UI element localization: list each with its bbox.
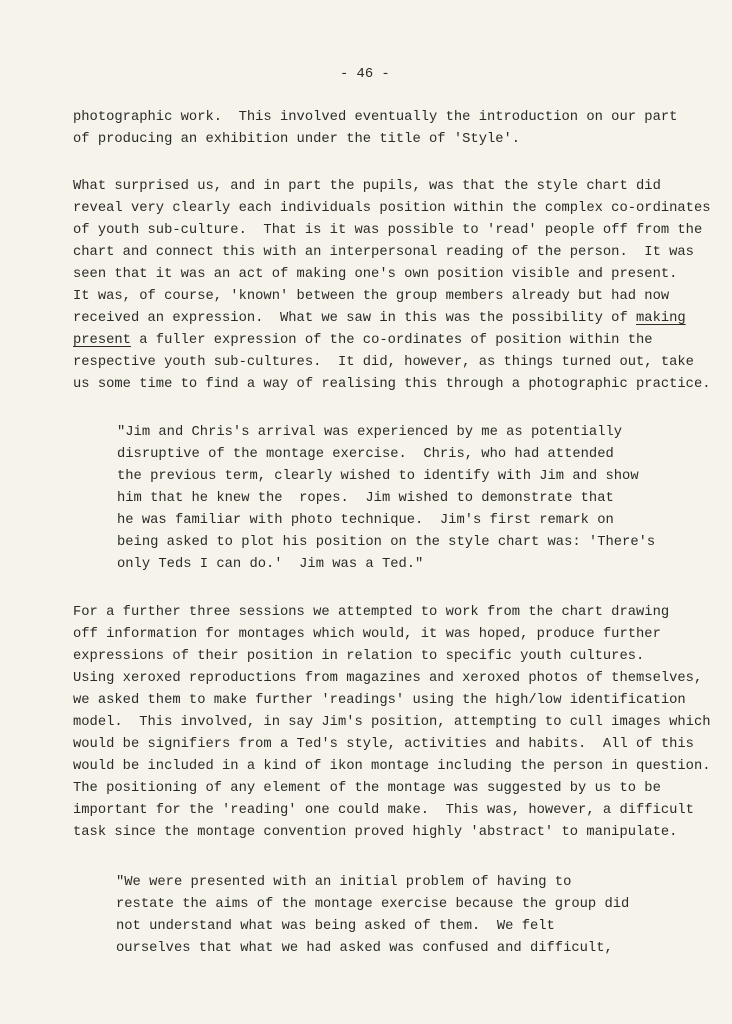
text-line: model. This involved, in say Jim's position, attempting to cull images which — [73, 715, 711, 730]
text-line: being asked to plot his position on the style chart was: 'There's — [117, 535, 656, 550]
text-line: task since the montage convention proved highly 'abstract' to manipulate. — [73, 825, 678, 840]
text-line: only Teds I can do.' Jim was a Ted." — [117, 557, 424, 572]
underlined-text: making — [636, 311, 686, 326]
page-number: - 46 - — [340, 67, 390, 82]
text-line: of youth sub-culture. That is it was possible to 'read' people off from the — [73, 223, 703, 238]
text-segment: a fuller expression of the co-ordinates of position within the — [130, 333, 653, 348]
text-line: chart and connect this with an interpersonal reading of the person. It was — [73, 245, 694, 260]
text-line: respective youth sub-cultures. It did, however, as things turned out, take — [73, 355, 694, 370]
text-line — [73, 330, 711, 352]
text-line: of producing an exhibition under the title of 'Style'. — [73, 132, 521, 147]
text-line: What surprised us, and in part the pupils, was that the style chart did — [73, 179, 661, 194]
text-line: would be included in a kind of ikon montage including the person in question. — [73, 759, 711, 774]
text-line: ourselves that what we had asked was confused and difficult, — [116, 941, 613, 956]
text-line: disruptive of the montage exercise. Chris, who had attended — [117, 447, 614, 462]
text-line: "Jim and Chris's arrival was experienced by me as potentially — [117, 425, 623, 440]
text-line: he was familiar with photo technique. Jim's first remark on — [117, 513, 614, 528]
text-segment: received an expression. What we saw in this was the possibility of — [73, 311, 637, 326]
block-quote-1 — [117, 422, 655, 576]
text-line: It was, of course, 'known' between the group members already but had now — [73, 289, 670, 304]
text-line: expressions of their position in relation to specific youth cultures. — [73, 649, 645, 664]
paragraph-1 — [73, 107, 677, 151]
text-line: we asked them to make further 'readings' using the high/low identification — [73, 693, 686, 708]
text-line: Using xeroxed reproductions from magazines and xeroxed photos of themselves, — [73, 671, 703, 686]
block-quote-2 — [116, 872, 629, 960]
text-line: photographic work. This involved eventually the introduction on our part — [73, 110, 678, 125]
text-line: important for the 'reading' one could make. This was, however, a difficult — [73, 803, 694, 818]
text-line: would be signifiers from a Ted's style, activities and habits. All of this — [73, 737, 694, 752]
text-line: not understand what was being asked of them. We felt — [116, 919, 555, 934]
text-line — [73, 308, 711, 330]
text-line: The positioning of any element of the montage was suggested by us to be — [73, 781, 661, 796]
text-line: off information for montages which would, it was hoped, produce further — [73, 627, 661, 642]
text-line: seen that it was an act of making one's own position visible and present. — [73, 267, 678, 282]
text-line: "We were presented with an initial problem of having to — [116, 875, 572, 890]
text-line: us some time to find a way of realising this through a photographic practice. — [73, 377, 711, 392]
text-line: him that he knew the ropes. Jim wished to demonstrate that — [117, 491, 614, 506]
paragraph-2 — [73, 176, 711, 396]
text-line: restate the aims of the montage exercise because the group did — [116, 897, 630, 912]
text-line: the previous term, clearly wished to identify with Jim and show — [117, 469, 639, 484]
text-line: reveal very clearly each individuals position within the complex co-ordinates — [73, 201, 711, 216]
paragraph-3 — [73, 602, 711, 844]
underlined-text: present — [73, 333, 131, 348]
text-line: For a further three sessions we attempted to work from the chart drawing — [73, 605, 670, 620]
